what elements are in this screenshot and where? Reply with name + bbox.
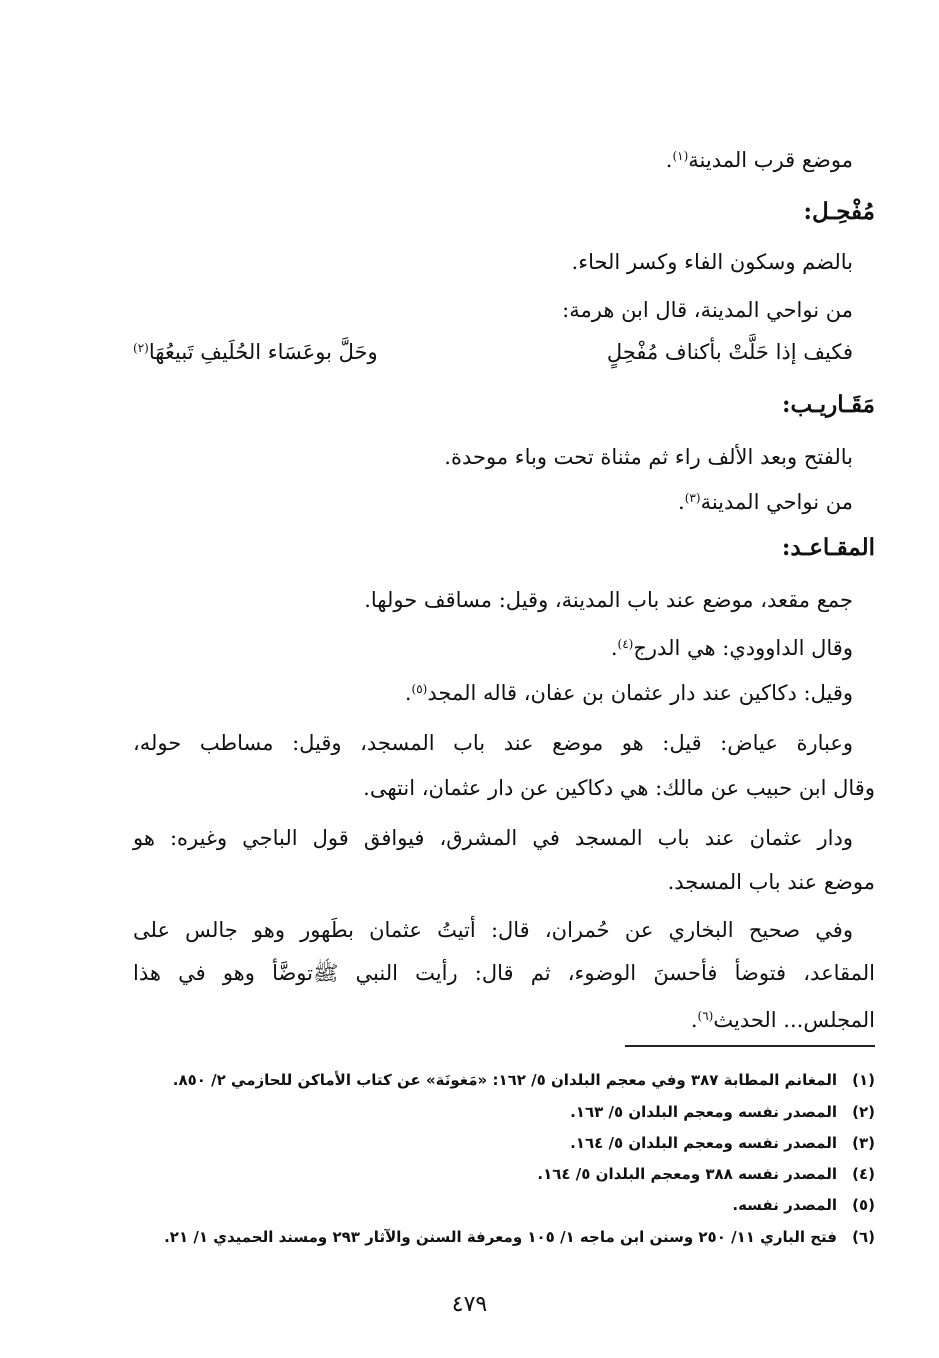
- footnote-text: المصدر نفسه ومعجم البلدان ٥/ ١٦٤.: [570, 1134, 837, 1152]
- footnote-number: (٣): [852, 1134, 875, 1152]
- body-line: [405, 678, 875, 708]
- footnote-separator: [625, 1045, 875, 1047]
- body-line: بالفتح وبعد الألف راء ثم مثناة تحت وباء موحدة.: [444, 445, 853, 469]
- text: وحَلَّ بوعَسَاء الحُلَيفِ تَبيعُهَا: [148, 340, 378, 364]
- footnote-ref[interactable]: (١): [672, 149, 689, 163]
- text: وقال الداوودي: هي الدرج: [633, 636, 853, 660]
- body-line: المقاعد، فتوضأ فأحسنَ الوضوء، ثم قال: رأيت النبي ﷺتوضَّأ وهو في هذا: [133, 961, 875, 985]
- footnote: [732, 1194, 875, 1216]
- footnote-ref[interactable]: (٦): [697, 1009, 714, 1023]
- footnote: [570, 1132, 875, 1154]
- body-line: [666, 145, 875, 175]
- entry-heading: مَقَـاريـب:: [781, 391, 875, 418]
- entry-heading: مُفْحِـل:: [803, 198, 875, 225]
- body-line: من نواحي المدينة، قال ابن هرمة:: [562, 298, 853, 322]
- footnote-ref[interactable]: (٥): [411, 682, 428, 696]
- text: .: [610, 636, 618, 660]
- verse-line: [133, 337, 875, 367]
- footnote-number: (٥): [852, 1196, 875, 1214]
- footnote-number: (١): [852, 1071, 875, 1089]
- footnote-text: المصدر نفسه.: [732, 1196, 837, 1214]
- footnote: [570, 1101, 875, 1123]
- footnote-number: (٤): [852, 1165, 875, 1183]
- footnote-text: فتح الباري ١١/ ٢٥٠ وسنن ابن ماجه ١/ ١٠٥ ومعرفة السنن والآثار ٢٩٣ ومسند الحميدي ١/ ٢١.: [164, 1228, 837, 1246]
- body-line: [611, 633, 875, 663]
- body-line: ودار عثمان عند باب المسجد في المشرق، فيوافق قول الباجي وغيره: هو: [133, 826, 853, 850]
- verse-hemistich: فكيف إذا حَلَّتْ بأكناف مُفْحِلٍ: [606, 340, 853, 364]
- text: موضع قرب المدينة: [688, 148, 853, 172]
- footnote-number: (٦): [852, 1228, 875, 1246]
- verse-hemistich: [133, 337, 378, 367]
- text: .: [665, 148, 673, 172]
- body-line: جمع مقعد، موضع عند باب المدينة، وقيل: مساقف حولها.: [364, 588, 853, 612]
- text: .: [690, 1008, 698, 1032]
- body-line: وقال ابن حبيب عن مالك: هي دكاكين عن دار عثمان، انتهى.: [363, 776, 875, 800]
- text: .: [404, 681, 412, 705]
- footnote: [173, 1069, 875, 1091]
- text: من نواحي المدينة: [700, 490, 853, 514]
- footnote: [537, 1163, 875, 1185]
- body-line: وعبارة عياض: قيل: هو موضع عند باب المسجد، وقيل: مساطب حوله،: [133, 731, 853, 755]
- body-line: بالضم وسكون الفاء وكسر الحاء.: [571, 250, 853, 274]
- footnote-ref[interactable]: (٢): [133, 341, 149, 355]
- footnote-text: المغانم المطابة ٣٨٧ وفي معجم البلدان ٥/ ١٦٢: «مَغونَة» عن كتاب الأماكن للحازمي ٢/ ٨٥٠.: [172, 1071, 837, 1089]
- footnote-ref[interactable]: (٣): [684, 491, 701, 505]
- footnote-text: المصدر نفسه ومعجم البلدان ٥/ ١٦٣.: [570, 1103, 837, 1121]
- footnote-number: (٢): [852, 1103, 875, 1121]
- entry-heading: المقـاعـد:: [781, 534, 875, 561]
- body-line: وفي صحيح البخاري عن حُمران، قال: أتيتُ عثمان بطَهور وهو جالس على: [133, 918, 853, 942]
- body-line: [678, 487, 875, 517]
- body-line: موضع عند باب المسجد.: [667, 870, 875, 894]
- footnote-ref[interactable]: (٤): [617, 637, 634, 651]
- page-number: ٤٧٩: [451, 1292, 488, 1317]
- text: المجلس... الحديث: [713, 1008, 875, 1032]
- footnote-text: المصدر نفسه ٣٨٨ ومعجم البلدان ٥/ ١٦٤.: [537, 1165, 837, 1183]
- text: .: [678, 490, 685, 514]
- text: وقيل: دكاكين عند دار عثمان بن عفان، قاله المجد: [427, 681, 853, 705]
- footnote: [164, 1226, 875, 1248]
- body-line: [691, 1005, 875, 1035]
